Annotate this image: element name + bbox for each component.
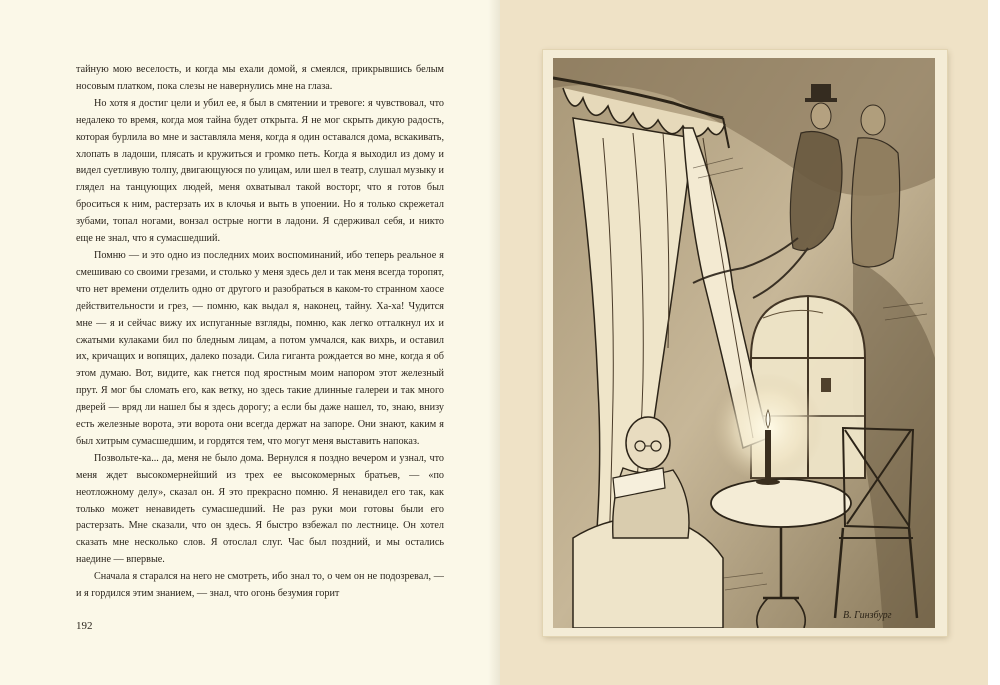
page-text [76,62,444,603]
paragraph: Помню — и это одно из последних моих воспоминаний, ибо теперь реальное я смешиваю со своими грезами, и столько у меня здесь дел и так меня всегда торопят, что нет времени отделить одно от другого и разобраться в каком-то странном хаосе действительности и грез, — помню, как выдал я, наконец, тайну. Ха-ха! Чудится мне — я и сейчас вижу их испуганные взгляды, помню, как легко отталкнул их и сжатыми кулаками бил по бледным лицам, а потом умчался, как вихрь, и оставил их, кричащих и вопящих, далеко позади. Сила гиганта рождается во мне, когда я об этом думаю. Вот, видите, как гнется под яростным моим напором этот железный прут. Я мог бы сломать его, как ветку, но здесь такие длинные галереи и так много дверей — вряд ли нашел бы я здесь дорогу; а если бы даже нашел, то, знаю, внизу есть железные ворота, эти ворота они всегда держат на запоре. Они знают, каким я был хитрым сумасшедшим, и гордятся тем, что могут меня выставить напоказ. [76,249,444,447]
paragraph: тайную мою веселость, и когда мы ехали домой, я смеялся, прикрывшись белым носовым платком, пока слезы не навернулись мне на глаза. [76,64,444,92]
paragraph: Но хотя я достиг цели и убил ее, я был в смятении и тревоге: я чувствовал, что недалеко то время, когда моя тайна будет открыта. Я не мог скрыть дикую радость, которая бурлила во мне и заставляла меня, когда я один оставался дома, вскакивать, хлопать в ладоши, плясать и кружиться и громко петь. Когда я выходил из дому и видел суетливую толпу, двигающуюся по улицам, или шел в театр, слушал музыку и глядел на танцующих людей, меня охватывал такой восторг, что я готов был броситься к ним, растерзать их в клочья и выть в упоении. Но я только скрежетал зубами, топал ногами, вонзал острые ногти в ладони. Я сдерживал себя, и никто еще не знал, что я сумасшедший. [76,97,444,245]
page-number: 192 [76,620,93,632]
paragraph: Позвольте-ка... да, меня не было дома. Вернулся я поздно вечером и узнал, что меня ждет высокомернейший из трех ее высокомерных братьев, — «по неотложному делу», сказал он. Я это прекрасно помню. Я ненавидел его так, как только может ненавидеть сумасшедший. Не раз руки мои готовы были его растерзать. Мне сказали, что он здесь. Я быстро взбежал по лестнице. Он хотел сказать мне несколько слов. Я отослал слуг. Час был поздний, и мы остались наедине — впервые. [76,452,444,566]
ink-wash-drawing [553,58,935,628]
page-edge [988,0,1000,685]
paragraph: Сначала я старался на него не смотреть, ибо знал то, о чем он не подозревал, — и я гордился этим знанием, — знал, что огонь безумия горит [76,571,444,600]
illustration [553,58,935,628]
artist-signature: В. Гинзбург [843,610,892,621]
